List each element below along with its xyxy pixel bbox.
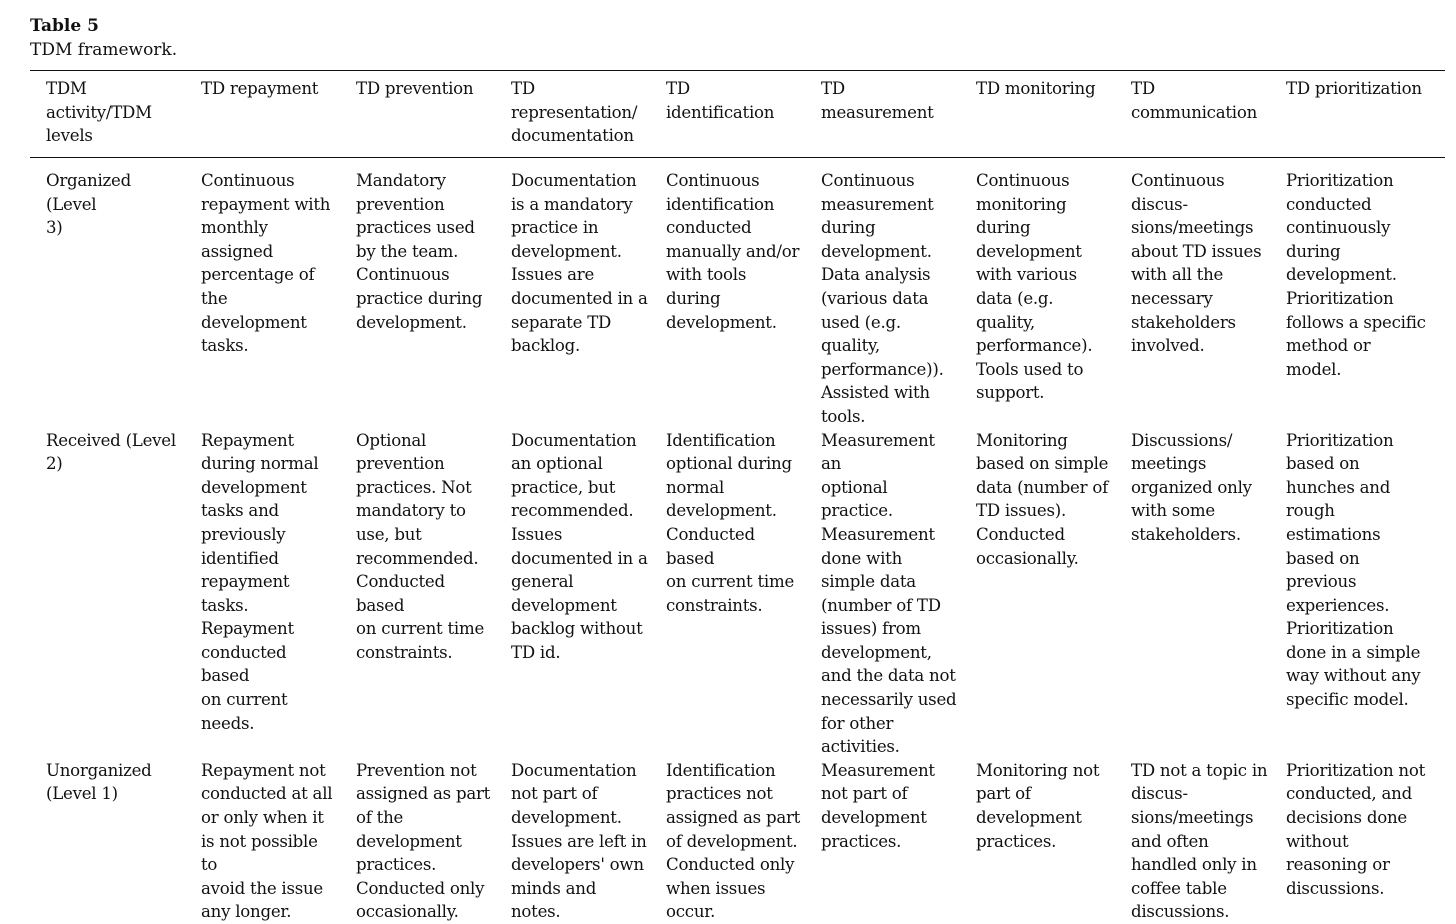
- table-cell: Measurement not part of development practices.: [821, 760, 935, 851]
- header-cell-documentation: TD representation/ documentation: [511, 79, 638, 146]
- row-label: Unorganized (Level 1): [46, 760, 152, 804]
- header-cell-prevention: TD prevention: [356, 79, 474, 98]
- table-cell: Continuous monitoring during development with various data (e.g. quality, performance). Tools used to support.: [976, 171, 1093, 403]
- table-title: TDM framework.: [30, 40, 178, 60]
- table-cell: Monitoring based on simple data (number of TD issues). Conducted occasionally.: [976, 430, 1109, 568]
- table-caption: [30, 14, 177, 62]
- table-cell: Documentation not part of development. Issues are left in developers' own minds and notes.: [511, 760, 647, 922]
- header-cell-measurement: TD measurement: [821, 79, 934, 122]
- header-cell-identification: TD identification: [666, 79, 775, 122]
- table-cell: Measurement an optional practice. Measurement done with simple data (number of TD issues) from development, and the data not necessarily used for other activities.: [821, 430, 957, 757]
- header-cell-monitoring: TD monitoring: [976, 79, 1096, 98]
- table-cell: Repayment during normal development tasks and previously identified repayment tasks. Repayment conducted based on current needs.: [201, 430, 319, 733]
- table-cell: Prioritization based on hunches and rough estimations based on previous experiences. Prioritization done in a simple way without any specific model.: [1286, 430, 1421, 710]
- table-cell: Continuous discus- sions/meetings about TD issues with all the necessary stakeholders involved.: [1131, 171, 1262, 356]
- header-cell-levels: TDM activity/TDM levels: [46, 79, 152, 146]
- table-cell: Discussions/ meetings organized only with some stakeholders.: [1131, 430, 1252, 544]
- row-label: Received (Level 2): [46, 430, 176, 474]
- header-cell-repayment: TD repayment: [201, 79, 319, 98]
- table-cell: Monitoring not part of development practices.: [976, 760, 1100, 851]
- table-cell: Continuous measurement during development. Data analysis (various data used (e.g. quality, performance)). Assisted with tools.: [821, 171, 944, 426]
- table-cell: Identification practices not assigned as part of development. Conducted only when issues occur.: [666, 760, 801, 922]
- table-header: [30, 77, 1445, 148]
- table-cell: Optional prevention practices. Not mandatory to use, but recommended. Conducted based on current time constraints.: [356, 430, 485, 662]
- table-cell: TD not a topic in discus- sions/meetings and often handled only in coffee table discussions.: [1131, 760, 1268, 922]
- table-cell: Repayment not conducted at all or only when it is not possible to avoid the issue any longer.: [201, 760, 333, 922]
- table-cell: Prioritization not conducted, and decisions done without reasoning or discussions.: [1286, 760, 1426, 898]
- table-cell: Prioritization conducted continuously during development. Prioritization follows a specific method or model.: [1286, 171, 1426, 379]
- table-cell: Mandatory prevention practices used by the team. Continuous practice during development.: [356, 171, 483, 332]
- table-cell: Identification optional during normal development. Conducted based on current time constraints.: [666, 430, 795, 615]
- table-cell: Prevention not assigned as part of the development practices. Conducted only occasionally.: [356, 760, 491, 922]
- table-cell: Continuous identification conducted manually and/or with tools during development.: [666, 171, 800, 332]
- header-cell-prioritization: TD prioritization: [1286, 79, 1422, 98]
- table-body: [30, 169, 1445, 924]
- table-label: Table 5: [30, 16, 99, 36]
- table-cell: Continuous repayment with monthly assigned percentage of the development tasks.: [201, 171, 331, 356]
- row-label: Organized (Level 3): [46, 171, 131, 238]
- header-cell-communication: TD communication: [1131, 79, 1258, 122]
- header-rule: [30, 157, 1445, 158]
- table-cell: Documentation is a mandatory practice in development. Issues are documented in a separate TD backlog.: [511, 171, 648, 356]
- table-cell: Documentation an optional practice, but recommended. Issues documented in a general development backlog without TD id.: [511, 430, 648, 662]
- top-rule: [30, 70, 1445, 71]
